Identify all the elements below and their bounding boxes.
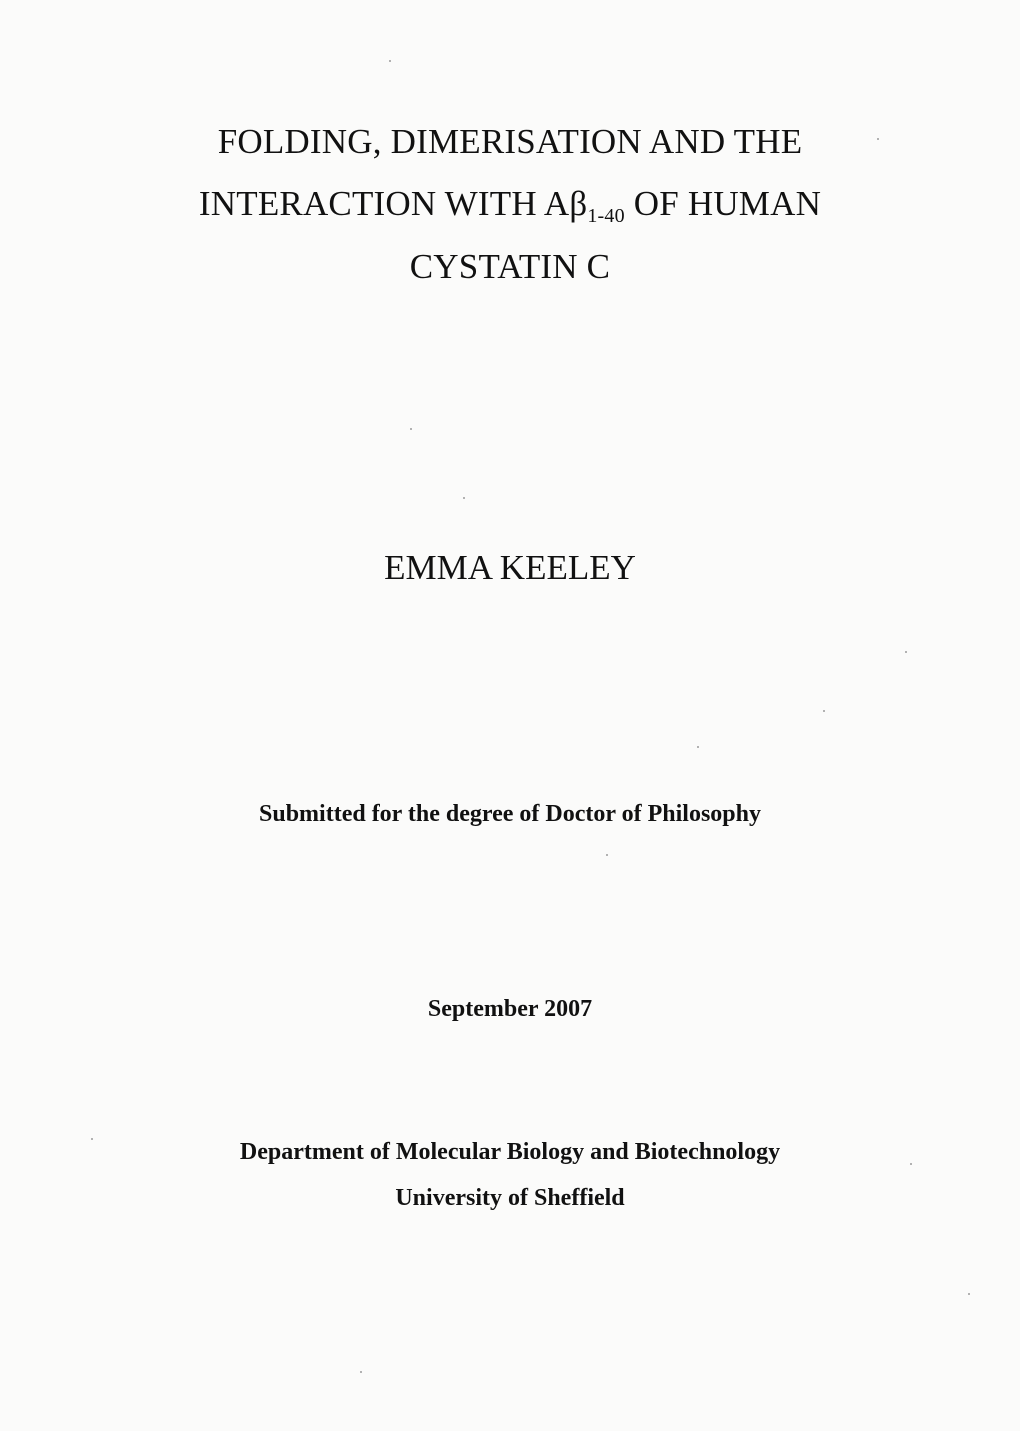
department: Department of Molecular Biology and Biotechnology [239,1139,781,1165]
title-line-2 [0,184,1020,227]
scan-speck [606,854,608,856]
title-line-2-start: INTERACTION WITH Aβ [198,184,588,223]
author-name: EMMA KEELEY [384,548,636,587]
degree-statement: Submitted for the degree of Doctor of Philosophy [259,801,761,827]
title-line-2-end: OF HUMAN [624,184,822,223]
title-subscript: 1-40 [587,205,625,227]
scan-speck [823,710,825,712]
submission-date: September 2007 [427,996,593,1022]
scan-speck [697,746,699,748]
scan-speck [463,497,465,499]
university: University of Sheffield [395,1185,625,1211]
title-line-1: FOLDING, DIMERISATION AND THE [217,122,803,161]
title-line-3: CYSTATIN C [409,247,611,286]
scan-speck [968,1293,970,1295]
scan-speck [877,138,879,140]
scan-speck [910,1163,912,1165]
scan-speck [905,651,907,653]
scan-speck [389,60,391,62]
scan-speck [410,428,412,430]
scan-speck [91,1138,93,1140]
scan-speck [360,1371,362,1373]
